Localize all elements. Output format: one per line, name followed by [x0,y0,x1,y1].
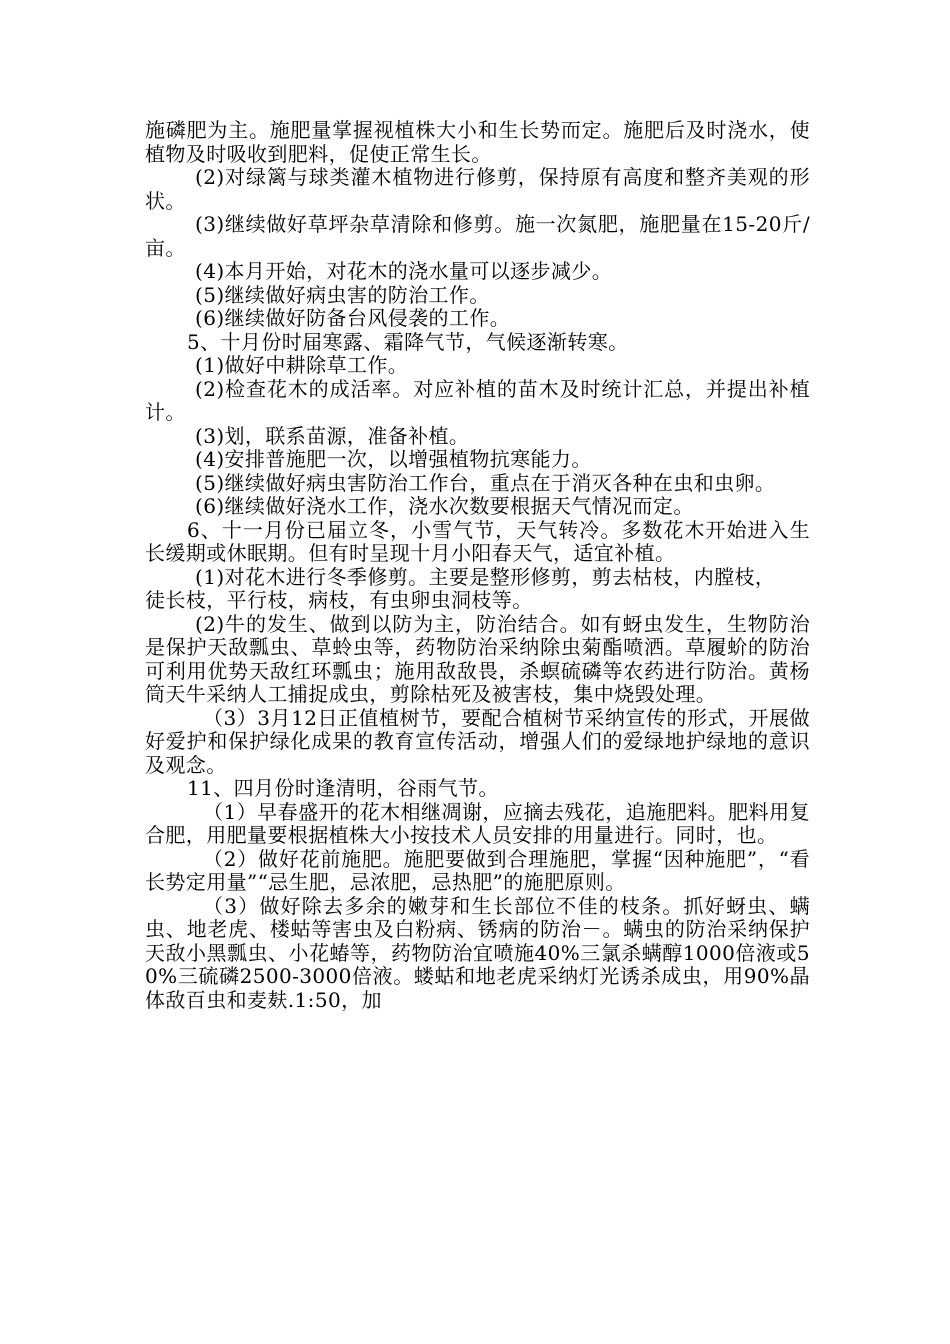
paragraph-bud-removal: （3）做好除去多余的嫩芽和生长部位不佳的枝条。抓好蚜虫、螨虫、地老虎、楼蛄等害虫及白粉病、锈病的防治－。螨虫的防治采纳保护天敌小黑瓢虫、小花蝽等，药物防治宜喷施40%三氯杀螨醇1000倍液或50%三硫磷2500-3000倍液。蝼蛄和地老虎采纳灯光诱杀成虫，用90%晶体敌百虫和麦麸.1:50，加 [145,893,810,1012]
paragraph-cold-resistance: (4)安排普施肥一次，以增强植物抗寒能力。 [195,447,592,471]
paragraph-october-weeding: (1)做好中耕除草工作。 [195,353,409,377]
paragraph-november-heading: 6、十一月份已届立冬，小雪气节，天气转冷。多数花木开始进入生长缓期或休眠期。但有时呈现十月小阳春天气，适宜补植。 [145,517,810,565]
paragraph-october-watering: (6)继续做好浇水工作，浇水次数要根据天气情况而定。 [195,494,694,518]
document-body [145,119,810,1012]
paragraph-egg-elimination: (5)继续做好病虫害防治工作台，重点在于消灭各种在虫和虫卵。 [195,470,776,495]
paragraph-reduce-watering: (4)本月开始，对花木的浇水量可以逐步减少。 [195,259,613,283]
paragraph-seedling-source: (3)划，联系苗源，准备补植。 [195,423,470,448]
paragraph-fertilizer-continued: 施磷肥为主。施肥量掌握视植株大小和生长势而定。施肥后及时浇水，使植物及时吸收到肥料，促使正常生长。 [145,118,810,166]
paragraph-pest-control: (5)继续做好病虫害的防治工作。 [195,282,490,307]
paragraph-pre-bloom-fertilizing: （2）做好花前施肥。施肥要做到合理施肥，掌握“因种施肥”，“看长势定用量”“忌生肥，忌浓肥，忌热肥”的施肥原则。 [145,846,810,894]
paragraph-arbor-day: （3）3月12日正值植树节，要配合植树节采纳宣传的形式，开展做好爱护和保护绿化成果的教育宣传活动，增强人们的爱绿地护绿地的意识及观念。 [145,705,810,777]
paragraph-prevention-first: (2)牛的发生、做到以防为主，防治结合。如有蚜虫发生，生物防治是保护天敌瓢虫、草蛉虫等，药物防治采纳除虫菊酯喷洒。草履蚧的防治可利用优势天敌红环瓢虫；施用敌敌畏，杀螟硫磷等农药进行防治。黄杨筒天牛采纳人工捕捉成虫，剪除枯死及被害枝，集中烧毁处理。 [145,611,810,706]
paragraph-hedge-pruning: (2)对绿篱与球类灌木植物进行修剪，保持原有高度和整齐美观的形状。 [145,165,810,213]
paragraph-pruning-list: 徒长枝，平行枝，病枝，有虫卵虫洞枝等。 [145,588,533,612]
paragraph-lawn-weeding: (3)继续做好草坪杂草清除和修剪。施一次氮肥，施肥量在15-20斤/亩。 [145,212,810,260]
paragraph-survival-check: (2)检查花木的成活率。对应补植的苗木及时统计汇总，并提出补植计。 [145,376,810,424]
paragraph-spring-flowers: （1）早春盛开的花木相继凋谢，应摘去残花，追施肥料。肥料用复合肥，用肥量要根据植株大小按技术人员安排的用量进行。同时，也。 [145,799,810,847]
paragraph-typhoon-prep: (6)继续做好防备台风侵袭的工作。 [195,306,511,330]
paragraph-october-heading: 5、十月份时届寒露、霜降气节，气候逐渐转寒。 [187,329,629,354]
paragraph-april-heading: 11、四月份时逢清明，谷雨气节。 [187,776,499,800]
paragraph-winter-pruning: (1)对花木进行冬季修剪。主要是整形修剪，剪去枯枝，内膛枝， [195,564,776,589]
